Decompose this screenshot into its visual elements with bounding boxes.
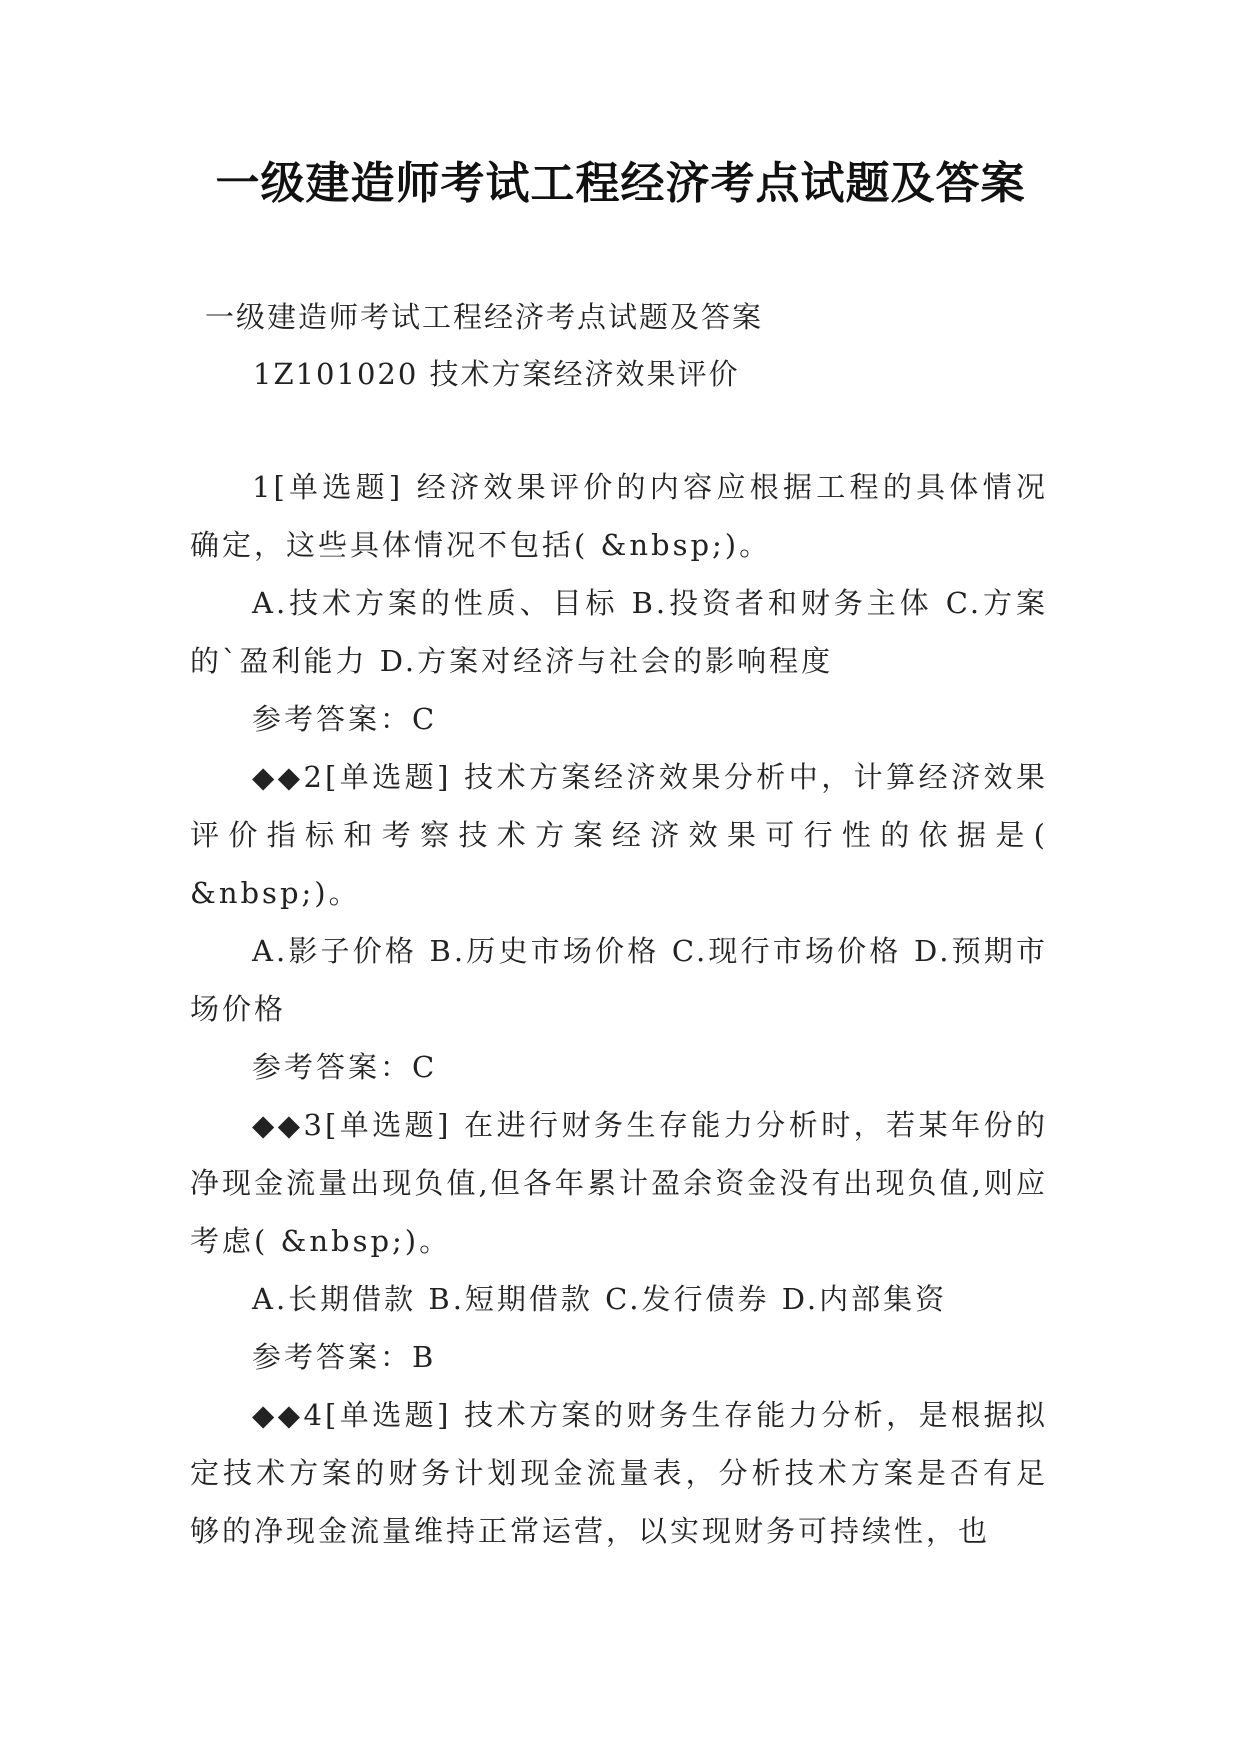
document-title: 一级建造师考试工程经济考点试题及答案	[215, 158, 1026, 209]
question-3-answer: 参考答案：B	[252, 1340, 437, 1374]
section-heading: 1Z101020 技术方案经济效果评价	[253, 357, 740, 391]
question-4: ◆◆4[单选题] 技术方案的财务生存能力分析，是根据拟定技术方案的财务计划现金流量表，分析技术方案是否有足够的净现金流量维持正常运营，以实现财务可持续性，也	[190, 1398, 1048, 1548]
question-3: ◆◆3[单选题] 在进行财务生存能力分析时，若某年份的净现金流量出现负值,但各年累计盈余资金没有出现负值,则应考虑( &nbsp;)。	[190, 1108, 1048, 1258]
document-subtitle: 一级建造师考试工程经济考点试题及答案	[205, 300, 764, 334]
question-1-options: A.技术方案的性质、目标 B.投资者和财务主体 C.方案的`盈利能力 D.方案对经济与社会的影响程度	[190, 586, 1048, 678]
document-body	[190, 458, 1048, 1560]
question-2-answer: 参考答案：C	[252, 1050, 438, 1084]
question-1: 1[单选题] 经济效果评价的内容应根据工程的具体情况确定，这些具体情况不包括( &nbsp;)。	[190, 470, 1048, 562]
question-2: ◆◆2[单选题] 技术方案经济效果分析中，计算经济效果评价指标和考察技术方案经济效果可行性的依据是( &nbsp;)。	[190, 760, 1048, 910]
question-2-options: A.影子价格 B.历史市场价格 C.现行市场价格 D.预期市场价格	[190, 934, 1048, 1026]
question-3-options: A.长期借款 B.短期借款 C.发行债券 D.内部集资	[252, 1282, 948, 1316]
question-1-answer: 参考答案：C	[252, 702, 438, 736]
